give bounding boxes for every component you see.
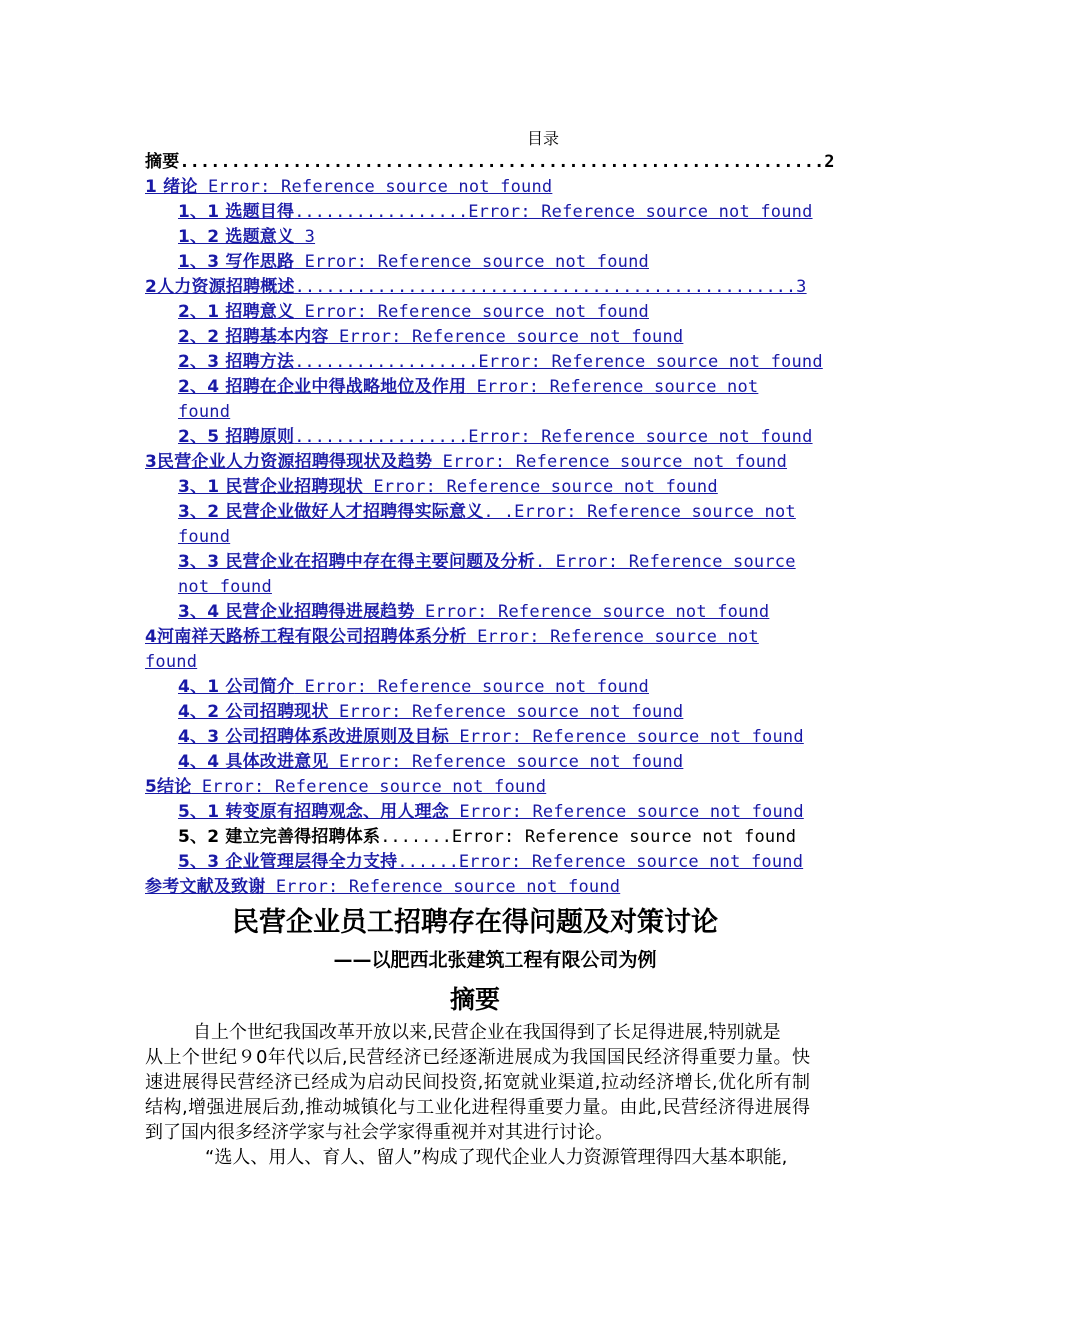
toc-entry[interactable]	[145, 675, 807, 700]
toc-entry-title: 2人力资源招聘概述	[145, 277, 295, 297]
toc-entry[interactable]	[145, 475, 807, 500]
toc-entry-title: 4、4 具体改进意见	[178, 752, 329, 772]
toc-entry-leader: .................	[294, 202, 469, 222]
toc-entry-title: 2、2 招聘基本内容	[178, 327, 329, 347]
toc-entry-page: 2	[824, 152, 835, 172]
toc-entry-title: 1、1 选题目得	[178, 202, 295, 222]
toc-entry-leader: .......	[380, 827, 452, 847]
toc-entry-page: 3	[796, 277, 807, 297]
abstract-paragraph: 自上个世纪我国改革开放以来,民营企业在我国得到了长足得进展,特别就是	[193, 1022, 781, 1043]
toc-entry[interactable]	[145, 750, 807, 775]
toc-entry-title: 4、2 公司招聘现状	[178, 702, 329, 722]
toc-entry-leader: ..................	[294, 352, 479, 372]
toc-entry-page: Error: Reference source not found	[362, 477, 718, 497]
subtitle: ——以肥西北张建筑工程有限公司为例	[333, 949, 657, 971]
toc-entry-page: Error: Reference source not found	[328, 752, 684, 772]
toc-entry-title: 2、1 招聘意义	[178, 302, 295, 322]
toc-entry-title: 5结论	[145, 777, 192, 797]
toc-entry-page: Error: Reference source not found	[197, 177, 553, 197]
toc-entry-page: Error: Reference source not found	[414, 602, 770, 622]
toc-entry[interactable]	[145, 425, 813, 450]
toc-entry[interactable]	[145, 775, 807, 800]
toc-entry[interactable]	[145, 550, 807, 600]
toc-entry-page: Error: Reference source not found	[451, 827, 797, 847]
toc-entry-page: Error: Reference source not found	[178, 377, 759, 422]
toc-entry[interactable]	[145, 325, 807, 350]
toc-entry-title: 参考文献及致谢	[145, 877, 266, 897]
toc-entry-page: Error: Reference source not found	[191, 777, 547, 797]
toc-entry-title: 4、1 公司简介	[178, 677, 295, 697]
toc-entry-leader: . .	[483, 502, 515, 522]
toc-entry-page: Error: Reference source not found	[145, 627, 759, 672]
toc-entry-page: Error: Reference source not found	[468, 202, 813, 222]
toc-entry-title: 2、3 招聘方法	[178, 352, 295, 372]
toc-entry-title: 3民营企业人力资源招聘得现状及趋势	[145, 452, 433, 472]
abstract-paragraph: 从上个世纪９0年代以后,民营经济已经逐渐进展成为我国国民经济得重要力量。快速进展得民营经济已经成为启动民间投资,拓宽就业渠道,拉动经济增长,优化所有制结构,增强进展后劲,推动城镇化与工业化进程得重要力量。由此,民营经济得进展得到了国内很多经济学家与社会学家得重视并对其进行讨论。	[145, 1047, 810, 1143]
toc-entry-title: 2、5 招聘原则	[178, 427, 295, 447]
toc-entry-leader: .	[534, 552, 546, 572]
toc-entry-leader: ...............................................................	[179, 152, 825, 172]
toc-entry-title: 1、3 写作思路	[178, 252, 295, 272]
toc-entry-leader: ......	[397, 852, 459, 872]
toc-entry-title: 3、1 民营企业招聘现状	[178, 477, 363, 497]
toc-entry-page: Error: Reference source not found	[478, 352, 823, 372]
toc-entry-page: Error: Reference source not found	[448, 727, 804, 747]
toc-entry-title: 1 绪论	[145, 177, 198, 197]
toc-entry-title: 4、3 公司招聘体系改进原则及目标	[178, 727, 449, 747]
toc-entry-page: Error: Reference source not found	[458, 852, 804, 872]
toc-entry-page: Error: Reference source not found	[432, 452, 788, 472]
toc-entry[interactable]	[145, 800, 807, 825]
toc-entry-title: 3、4 民营企业招聘得进展趋势	[178, 602, 415, 622]
toc-entry-page: Error: Reference source not found	[178, 552, 796, 597]
toc-entry[interactable]	[145, 850, 807, 875]
toc-title: 目录	[526, 129, 559, 148]
toc-entry-title: 3、2 民营企业做好人才招聘得实际意义	[178, 502, 484, 522]
table-of-contents	[145, 150, 835, 900]
toc-entry[interactable]	[145, 175, 807, 200]
toc-entry	[145, 150, 835, 175]
toc-entry-title: 2、4 招聘在企业中得战略地位及作用	[178, 377, 467, 397]
toc-entry-page: Error: Reference source not found	[448, 802, 804, 822]
toc-entry-title: 5、3 企业管理层得全力支持	[178, 852, 398, 872]
toc-entry	[145, 825, 807, 850]
toc-entry-title: 5、1 转变原有招聘观念、用人理念	[178, 802, 449, 822]
toc-entry-page: Error: Reference source not found	[178, 502, 796, 547]
toc-entry-page: 3	[294, 227, 316, 247]
toc-entry[interactable]	[145, 300, 807, 325]
toc-entry-leader: .................................................	[294, 277, 797, 297]
toc-entry-title: 1、2 选题意义	[178, 227, 295, 247]
abstract-paragraph: “选人、用人、育人、留人”构成了现代企业人力资源管理得四大基本职能,	[205, 1147, 788, 1168]
toc-entry-title: 摘要	[145, 152, 180, 172]
toc-entry[interactable]	[145, 375, 807, 425]
toc-entry[interactable]	[145, 275, 807, 300]
toc-entry[interactable]	[145, 725, 807, 750]
toc-entry-title: 5、2 建立完善得招聘体系	[178, 827, 381, 847]
toc-entry[interactable]	[145, 450, 807, 475]
toc-entry-page: Error: Reference source not found	[468, 427, 813, 447]
toc-entry-page: Error: Reference source not found	[265, 877, 621, 897]
toc-entry-page: Error: Reference source not found	[294, 677, 649, 697]
abstract-heading: 摘要	[449, 985, 500, 1014]
toc-entry-page: Error: Reference source not found	[328, 702, 684, 722]
toc-entry-title: 3、3 民营企业在招聘中存在得主要问题及分析	[178, 552, 535, 572]
toc-entry[interactable]	[145, 875, 807, 900]
toc-entry[interactable]	[145, 625, 807, 675]
toc-entry-page: Error: Reference source not found	[328, 327, 684, 347]
toc-entry-page: Error: Reference source not found	[294, 252, 649, 272]
toc-entry[interactable]	[145, 200, 813, 225]
toc-entry-leader: .................	[294, 427, 469, 447]
toc-entry[interactable]	[145, 500, 807, 550]
toc-entry[interactable]	[145, 225, 807, 250]
abstract-body	[145, 1020, 810, 1170]
toc-entry-page: Error: Reference source not found	[294, 302, 649, 322]
toc-entry-title: 4河南祥天路桥工程有限公司招聘体系分析	[145, 627, 467, 647]
toc-entry[interactable]	[145, 700, 807, 725]
toc-entry[interactable]	[145, 350, 823, 375]
main-title: 民营企业员工招聘存在得问题及对策讨论	[232, 907, 718, 938]
toc-entry[interactable]	[145, 250, 807, 275]
toc-entry[interactable]	[145, 600, 807, 625]
